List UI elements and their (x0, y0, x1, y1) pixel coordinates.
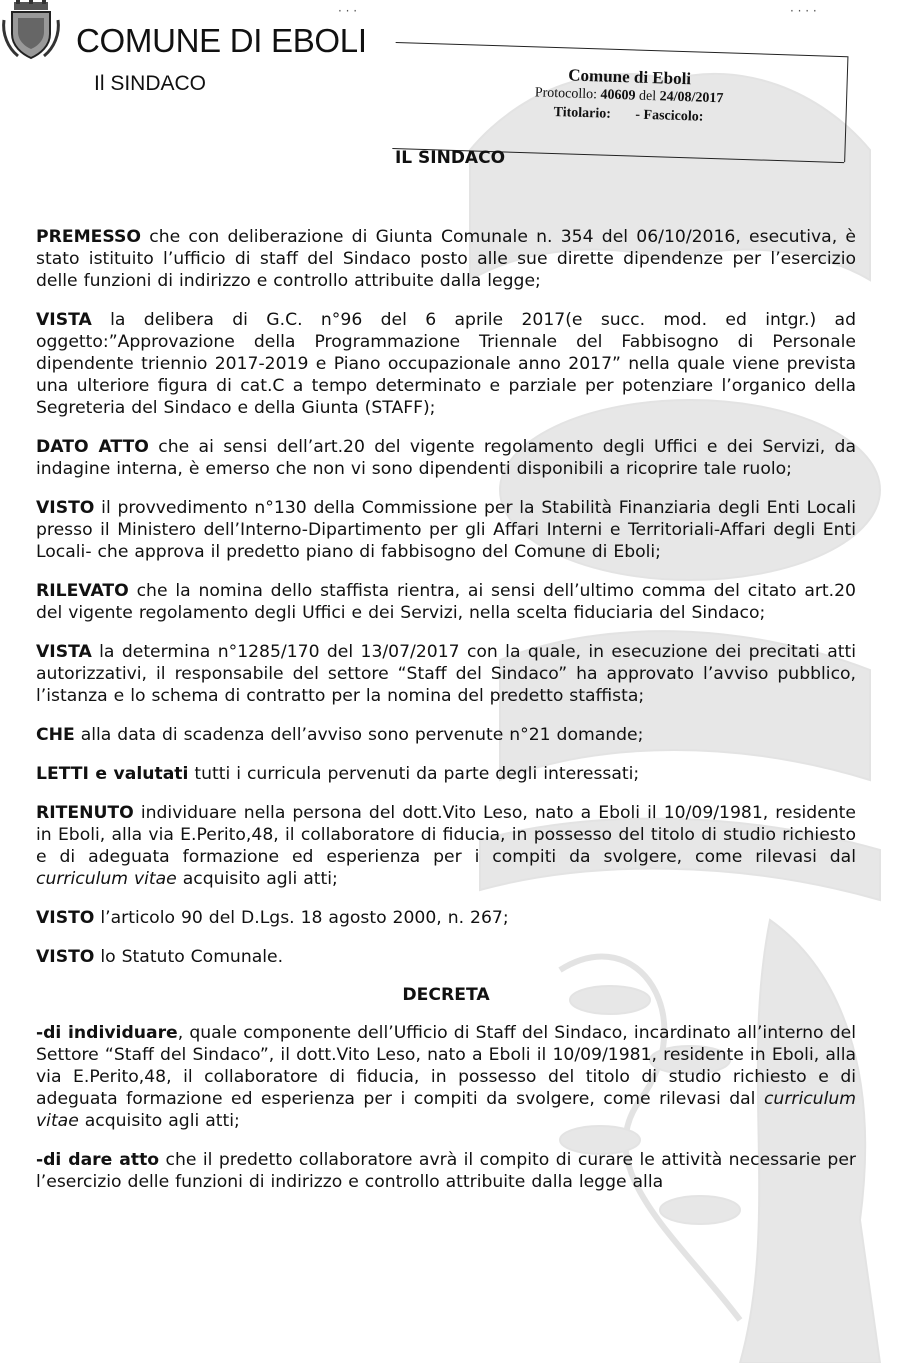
recital-text: la delibera di G.C. n°96 del 6 aprile 2017(e succ. mod. ed intgr.) ad oggetto:”Approvazione della Programmazione Triennale del Fabbisogno di Personale dipendente triennio 2017-2019 e Piano occupazionale anno 2017” nella quale viene prevista una ulteriore figura di cat.C a tempo determinato e parziale per potenziare l’organico della Segreteria del Sindaco e della Giunta (STAFF); (36, 310, 856, 418)
decree-text: che il predetto collaboratore avrà il compito di curare le attività necessarie per l’esercizio delle funzioni di indirizzo e controllo attribuite dalla legge alla (36, 1150, 856, 1192)
decree-keyword: -di dare atto (36, 1150, 160, 1170)
decree-paragraph (36, 1022, 856, 1132)
stamp-fascicolo-label: - Fascicolo: (635, 107, 704, 125)
recital-keyword: VISTO (36, 498, 95, 518)
recital-paragraph (36, 763, 856, 785)
recital-text: lo Statuto Comunale. (94, 947, 284, 967)
recital-keyword: PREMESSO (36, 227, 142, 247)
municipality-name: COMUNE DI EBOLI (76, 22, 367, 59)
recital-tail: acquisito agli atti; (176, 869, 338, 889)
recital-text: alla data di scadenza dell’avviso sono pervenute n°21 domande; (74, 725, 644, 745)
recital-keyword: VISTA (36, 310, 92, 330)
protocol-stamp (392, 32, 847, 164)
recital-paragraph (36, 907, 856, 929)
recital-paragraph (36, 309, 856, 419)
stamp-entity: Comune di Eboli (568, 65, 692, 89)
recital-paragraph (36, 226, 856, 292)
recital-keyword: VISTO (36, 908, 95, 928)
recital-paragraph (36, 641, 856, 707)
stamp-protocol-label: Protocollo: (534, 85, 598, 103)
office-name: Il SINDACO (94, 72, 207, 95)
recital-paragraph (36, 436, 856, 480)
scan-mark: · · · (338, 4, 358, 18)
decree-italic: curriculum vitae (36, 1089, 856, 1131)
decree-tail: acquisito agli atti; (78, 1111, 240, 1131)
document-title: IL SINDACO (394, 148, 506, 168)
recital-keyword: VISTO (36, 947, 95, 967)
recital-keyword: RILEVATO (36, 581, 129, 601)
recital-keyword: DATO ATTO (36, 437, 149, 457)
recital-paragraph (36, 497, 856, 563)
recital-keyword: CHE (36, 725, 75, 745)
recital-text: l’articolo 90 del D.Lgs. 18 agosto 2000, n. 267; (94, 908, 509, 928)
decree-text: , quale componente dell’Ufficio di Staff del Sindaco, incardinato all’interno del Settore “Staff del Sindaco”, il dott.Vito Leso, nato a Eboli il 10/09/1981, residente in Eboli, alla via E.Perito,48, il collaboratore di fiducia, in possesso del titolo di studio richiesto e di adeguata formazione ed esperienza per i compiti da svolgere, come rilevasi dal (36, 1023, 857, 1109)
municipal-crest-icon (0, 0, 62, 62)
recital-text: che ai sensi dell’art.20 del vigente regolamento degli Uffici e dei Servizi, da indagine interna, è emerso che non vi sono dipendenti disponibili a ricoprire tale ruolo; (36, 437, 856, 479)
recital-text: la determina n°1285/170 del 13/07/2017 con la quale, in esecuzione dei precitati atti autorizzativi, il responsabile del settore “Staff del Sindaco” ha approvato l’avviso pubblico, l’istanza e lo schema di contratto per la nomina del predetto staffista; (36, 642, 856, 706)
document-body (36, 226, 856, 1210)
stamp-date-label: del (638, 88, 657, 105)
recital-text: che la nomina dello staffista rientra, ai sensi dell’ultimo comma del citato art.20 del vigente regolamento degli Uffici e dei Servizi, nella scelta fiduciaria del Sindaco; (36, 581, 856, 623)
recital-text: il provvedimento n°130 della Commissione per la Stabilità Finanziaria degli Enti Locali presso il Ministero dell’Interno-Dipartimento per gli Affari Interni e Territoriali-Affari degli Enti Locali- che approva il predetto piano di fabbisogno del Comune di Eboli; (36, 498, 856, 562)
decreta-heading: DECRETA (402, 985, 490, 1005)
recital-paragraph (36, 580, 856, 624)
recital-keyword: VISTA (36, 642, 92, 662)
recital-text: che con deliberazione di Giunta Comunale n. 354 del 06/10/2016, esecutiva, è stato istituito l’ufficio di staff del Sindaco posto alle sue dirette dipendenze per l’esercizio delle funzioni di indirizzo e controllo attribuite dalla legge; (36, 227, 856, 291)
recital-text: tutti i curricula pervenuti da parte degli interessati; (188, 764, 640, 784)
stamp-date: 24/08/2017 (659, 89, 724, 107)
recital-paragraph (36, 724, 856, 746)
decree-keyword: -di individuare (36, 1023, 178, 1043)
recital-paragraph (36, 802, 856, 890)
decree-paragraph (36, 1149, 856, 1193)
recital-paragraph (36, 946, 856, 968)
recital-keyword: LETTI e valutati (36, 764, 189, 784)
stamp-protocol-number: 40609 (600, 87, 636, 104)
scan-mark: · · · · (790, 4, 817, 18)
stamp-titolario-label: Titolario: (553, 104, 612, 122)
recital-keyword: RITENUTO (36, 803, 134, 823)
recital-text: individuare nella persona del dott.Vito Leso, nato a Eboli il 10/09/1981, residente in Eboli, alla via E.Perito,48, il collaboratore di fiducia, in possesso del titolo di studio richiesto e di adeguata formazione ed esperienza per i compiti da svolgere, come rilevasi dal (36, 803, 856, 867)
recital-italic: curriculum vitae (36, 869, 177, 889)
